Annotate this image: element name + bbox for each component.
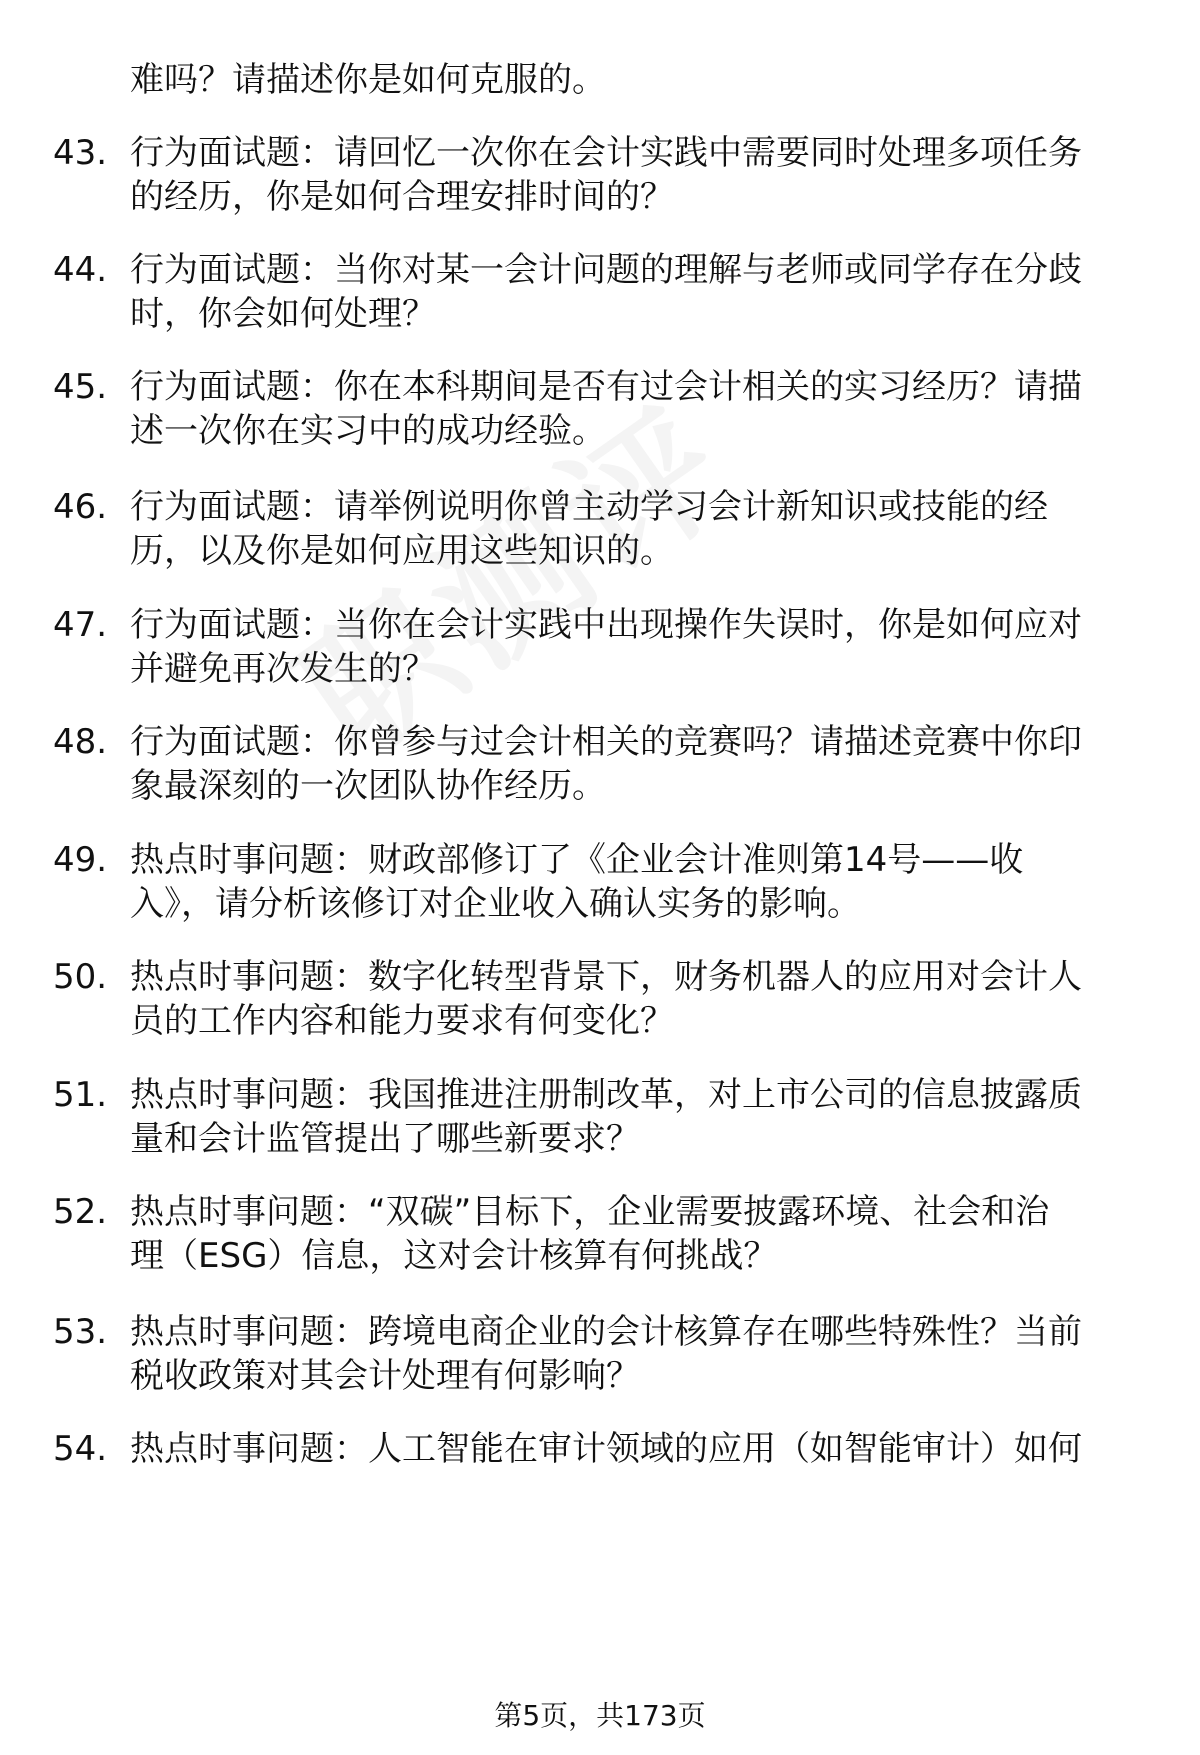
item-text-line1: 热点时事问题：数字化转型背景下，财务机器人的应用对会计人 (130, 957, 1082, 997)
item-text-line2: 时，你会如何处理？ (130, 294, 436, 334)
item-text-line2: 税收政策对其会计处理有何影响？ (130, 1356, 640, 1396)
item-number: 43. (53, 133, 108, 173)
item-text-line1: 行为面试题：当你在会计实践中出现操作失误时，你是如何应对 (130, 605, 1082, 645)
continuation-line: 难吗？请描述你是如何克服的。 (130, 60, 606, 100)
item-number: 45. (53, 367, 108, 407)
page-footer: 第5页，共173页 (494, 1699, 706, 1732)
item-text-line1: 热点时事问题：跨境电商企业的会计核算存在哪些特殊性？当前 (130, 1312, 1082, 1352)
item-number: 52. (53, 1192, 108, 1232)
item-text-line2: 象最深刻的一次团队协作经历。 (130, 766, 606, 806)
item-text-line1: 热点时事问题：人工智能在审计领域的应用（如智能审计）如何 (130, 1429, 1082, 1469)
item-number: 53. (53, 1312, 108, 1352)
item-text-line1: 热点时事问题：“双碳”目标下，企业需要披露环境、社会和治 (130, 1192, 1050, 1232)
item-text-line1: 热点时事问题：财政部修订了《企业会计准则第14号——收 (130, 840, 1024, 880)
item-number: 46. (53, 487, 108, 527)
item-text-line1: 行为面试题：你在本科期间是否有过会计相关的实习经历？请描 (130, 367, 1082, 407)
item-text-line2: 述一次你在实习中的成功经验。 (130, 411, 606, 451)
item-number: 51. (53, 1075, 108, 1115)
item-text-line1: 行为面试题：你曾参与过会计相关的竞赛吗？请描述竞赛中你印 (130, 722, 1082, 762)
item-number: 44. (53, 250, 108, 290)
item-text-line2: 并避免再次发生的？ (130, 649, 436, 689)
item-text-line2: 量和会计监管提出了哪些新要求？ (130, 1119, 640, 1159)
item-text-line1: 行为面试题：请举例说明你曾主动学习会计新知识或技能的经 (130, 487, 1048, 527)
item-text-line1: 热点时事问题：我国推进注册制改革，对上市公司的信息披露质 (130, 1075, 1082, 1115)
item-text-line1: 行为面试题：请回忆一次你在会计实践中需要同时处理多项任务 (130, 133, 1082, 173)
item-number: 54. (53, 1429, 108, 1469)
item-number: 48. (53, 722, 108, 762)
item-text-line2: 的经历，你是如何合理安排时间的？ (130, 177, 674, 217)
item-number: 50. (53, 957, 108, 997)
item-text-line2: 历，以及你是如何应用这些知识的。 (130, 531, 674, 571)
item-text-line2: 入》，请分析该修订对企业收入确认实务的影响。 (130, 884, 861, 924)
item-number: 47. (53, 605, 108, 645)
item-text-line2: 员的工作内容和能力要求有何变化？ (130, 1001, 674, 1041)
item-text-line2: 理（ESG）信息，这对会计核算有何挑战？ (130, 1236, 778, 1276)
item-number: 49. (53, 840, 108, 880)
item-text-line1: 行为面试题：当你对某一会计问题的理解与老师或同学存在分歧 (130, 250, 1082, 290)
